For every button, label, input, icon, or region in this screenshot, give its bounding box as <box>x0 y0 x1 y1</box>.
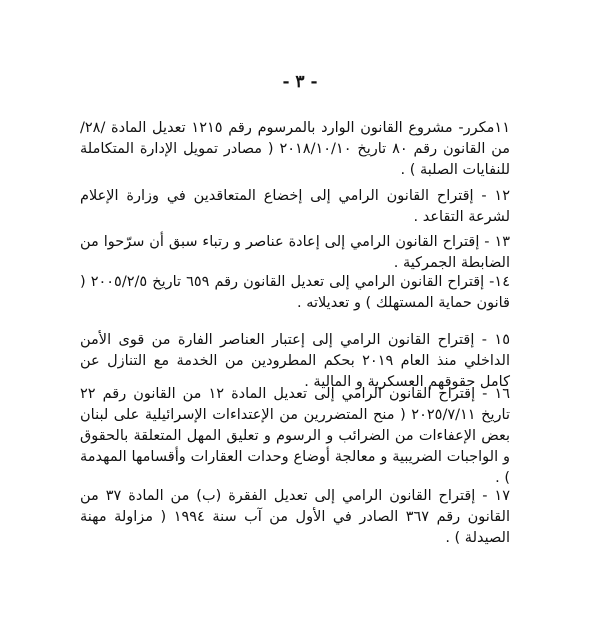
item-text: - إقتراح القانون الرامي إلى تعديل القانون رقم ٦٥٩ تاريخ ٢٠٠٥/٢/٥ ( قانون حماية المستهلك ) و تعديلاته . <box>80 274 510 311</box>
item-number: ١٢ <box>494 188 510 204</box>
item-number: ١٦ <box>494 386 511 402</box>
item-number: ١٤ <box>494 274 510 290</box>
item-number: ١١ <box>494 120 510 136</box>
agenda-item-13 <box>80 232 510 274</box>
item-text: مكرر- مشروع القانون الوارد بالمرسوم رقم ١٢١٥ تعديل المادة /٢٨/ من القانون رقم ٨٠ تاريخ ٢٠١٨/١٠/١٠ ( مصادر تمويل الإدارة المتكاملة للنفايات الصلبة ) . <box>80 120 511 178</box>
item-text: - إقتراح القانون الرامي إلى إعادة عناصر و رتباء سبق أن سرّحوا من الضابطة الجمركية . <box>80 234 510 271</box>
item-text: - إقتراح القانون الرامي إلى إعتبار العناصر الفارة من قوى الأمن الداخلي منذ العام ٢٠١٩ بحكم المطرودين من الخدمة مع التنازل عن كامل حقوقهم العسكرية و المالية . <box>80 332 510 390</box>
item-number: ١٧ <box>494 488 510 504</box>
agenda-item-14 <box>80 272 510 314</box>
item-text: - إقتراح القانون الرامي إلى إخضاع المتعاقدين في وزارة الإعلام لشرعة التقاعد . <box>80 188 510 225</box>
agenda-item-12 <box>80 186 510 228</box>
agenda-item-11 <box>80 118 510 181</box>
agenda-item-16 <box>80 384 510 489</box>
item-text: - إقتراح القانون الرامي إلى تعديل الفقرة (ب) من المادة ٣٧ من القانون رقم ٣٦٧ الصادر في الأول من آب سنة ١٩٩٤ ( مزاولة مهنة الصيدلة ) . <box>80 488 511 546</box>
agenda-item-17 <box>80 486 510 549</box>
item-text: - إقتراح القانون الرامي إلى تعديل المادة ١٢ من القانون رقم ٢٢ تاريخ ٢٠٢٥/٧/١١ ( منح المتضررين من الإعتداءات الإسرائيلية على لبنان بعض الإعفاءات من الضرائب و الرسوم و تعليق المهل المتعلقة بالحقوق و الواجبات الضريبية و معالجة أوضاع وحدات العقارات وأقسامها المهدمة ) . <box>80 386 510 486</box>
item-number: ١٥ <box>494 332 510 348</box>
item-number: ١٣ <box>494 234 511 250</box>
page-number: - ٣ - <box>282 72 318 92</box>
